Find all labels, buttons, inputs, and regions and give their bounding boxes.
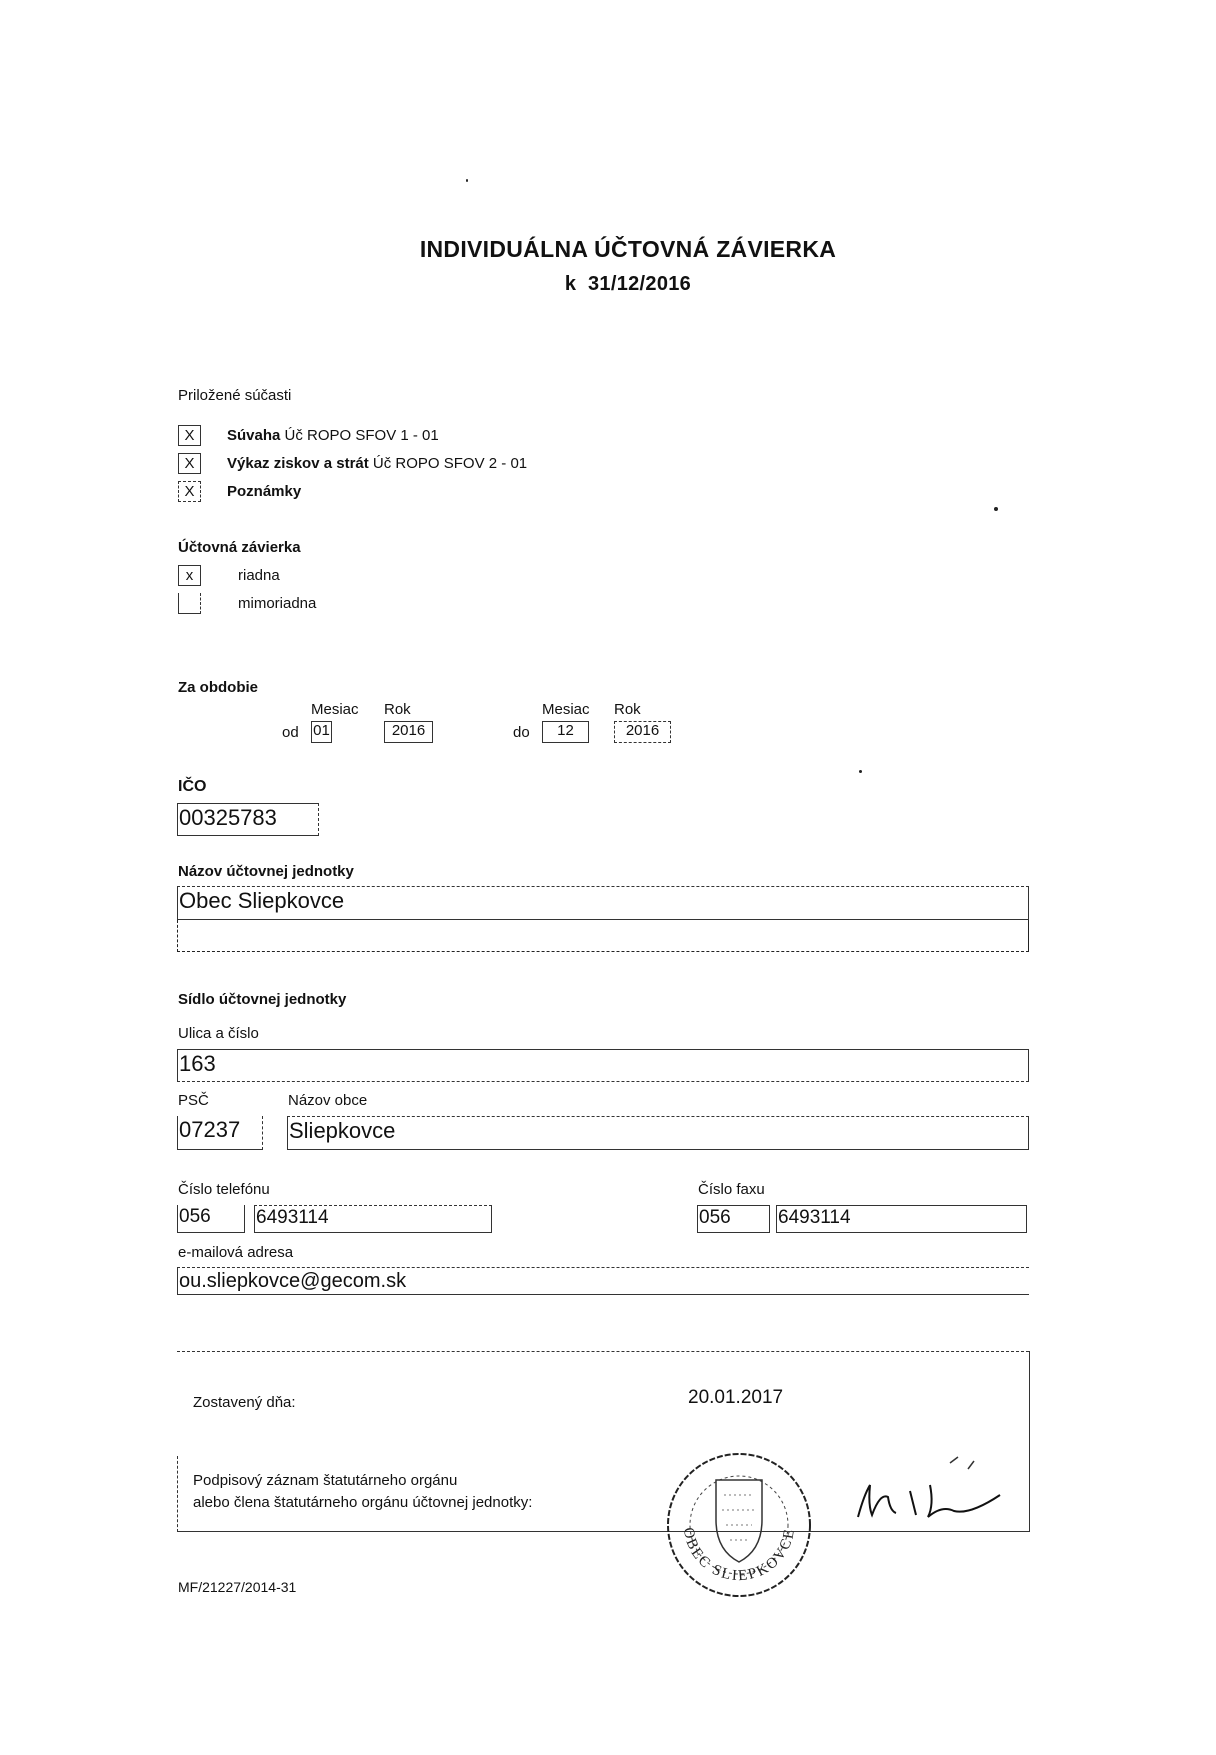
attachment-name: Súvaha: [227, 427, 281, 444]
page-title: INDIVIDUÁLNA ÚČTOVNÁ ZÁVIERKA: [419, 236, 837, 262]
city-label: Názov obce: [288, 1092, 368, 1109]
form-reference: MF/21227/2014-31: [178, 1579, 297, 1595]
signature-section-left-border: [177, 1456, 178, 1532]
sign-label-line1: Podpisový záznam štatutárneho orgánu: [193, 1472, 458, 1489]
ico-field[interactable]: 00325783: [177, 803, 319, 836]
scan-speck: [994, 507, 998, 511]
psc-field[interactable]: 07237: [177, 1116, 263, 1150]
handwritten-signature: [850, 1455, 1020, 1525]
attachment-vykaz: [227, 455, 527, 472]
compiled-date: 20.01.2017: [688, 1387, 784, 1408]
email-field[interactable]: ou.sliepkovce@gecom.sk: [177, 1267, 1029, 1295]
unit-name-field-line2[interactable]: [177, 920, 1029, 952]
from-year-field[interactable]: 2016: [384, 721, 433, 743]
fax-prefix-field[interactable]: 056: [697, 1205, 770, 1233]
address-heading: Sídlo účtovnej jednotky: [178, 991, 347, 1008]
ico-label: IČO: [178, 778, 207, 795]
unit-name-field[interactable]: Obec Sliepkovce: [177, 886, 1029, 920]
to-year-label: Rok: [614, 701, 641, 718]
unit-name-label: Názov účtovnej jednotky: [178, 863, 354, 880]
attachment-suvaha: [227, 427, 439, 444]
from-month-field[interactable]: 01: [311, 721, 332, 743]
city-field[interactable]: Sliepkovce: [287, 1116, 1029, 1150]
street-field[interactable]: 163: [177, 1049, 1029, 1082]
checkbox-poznamky[interactable]: X: [178, 481, 201, 502]
to-month-field[interactable]: 12: [542, 721, 589, 743]
option-riadna: riadna: [238, 567, 280, 584]
phone-label: Číslo telefónu: [178, 1181, 270, 1198]
phone-number-field[interactable]: 6493114: [254, 1205, 492, 1233]
signature-section-bottom-border: [177, 1531, 1029, 1532]
attachment-name: Výkaz ziskov a strát: [227, 455, 369, 472]
from-year-label: Rok: [384, 701, 411, 718]
to-month-label: Mesiac: [542, 701, 590, 718]
attachment-code: Úč ROPO SFOV 1 - 01: [284, 427, 439, 444]
checkbox-mimoriadna[interactable]: [178, 593, 201, 614]
fax-label: Číslo faxu: [698, 1181, 765, 1198]
fax-number-field[interactable]: 6493114: [776, 1205, 1027, 1233]
attachment-code: Úč ROPO SFOV 2 - 01: [372, 455, 528, 472]
from-label: od: [282, 724, 299, 741]
checkbox-riadna[interactable]: x: [178, 565, 201, 586]
period-heading: Za obdobie: [178, 679, 258, 696]
statement-heading: Účtovná závierka: [178, 539, 301, 556]
attachment-poznamky: Poznámky: [227, 483, 302, 500]
attachments-heading: Priložené súčasti: [178, 387, 292, 404]
psc-label: PSČ: [178, 1092, 209, 1109]
checkbox-suvaha[interactable]: X: [178, 425, 201, 446]
compiled-label: Zostavený dňa:: [193, 1394, 296, 1411]
email-label: e-mailová adresa: [178, 1244, 294, 1261]
date-line: k 31/12/2016: [564, 273, 692, 295]
sign-label-line2: alebo člena štatutárneho orgánu účtovnej jednotky:: [193, 1494, 533, 1511]
checkbox-vykaz[interactable]: X: [178, 453, 201, 474]
to-label: do: [513, 724, 530, 741]
scan-speck: [466, 179, 468, 182]
option-mimoriadna: mimoriadna: [238, 595, 317, 612]
official-stamp: [664, 1450, 814, 1600]
to-year-field[interactable]: 2016: [614, 721, 671, 743]
signature-section-right-border: [1029, 1351, 1030, 1532]
signature-section-top-border: [177, 1351, 1029, 1352]
street-label: Ulica a číslo: [178, 1025, 259, 1042]
phone-prefix-field[interactable]: 056: [177, 1205, 245, 1233]
stamp-text: OBEC SLIEPKOVCE: [679, 1526, 799, 1585]
from-month-label: Mesiac: [311, 701, 359, 718]
scan-speck: [859, 770, 862, 773]
